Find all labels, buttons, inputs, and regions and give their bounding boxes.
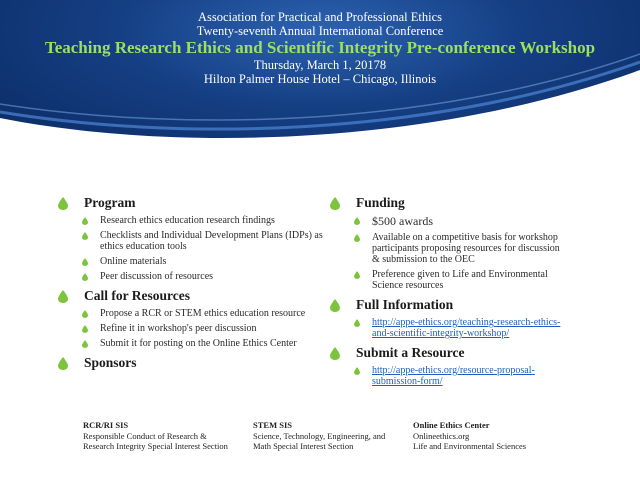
sponsor-line: Research Integrity Special Interest Section [83,441,228,451]
sponsor-line: Onlineethics.org [413,430,470,441]
program-section [58,195,328,282]
call-item: Submit it for posting on the Online Ethics Center [100,338,297,349]
right-column [330,195,570,393]
submit-title: Submit a Resource [356,345,465,360]
droplet-bullet-icon [330,197,340,210]
event-date: Thursday, March 1, 20178 [253,58,387,72]
droplet-bullet-icon [330,299,340,312]
sponsor-stem [253,420,413,452]
droplet-bullet-icon [82,273,88,281]
list-item [354,269,570,291]
list-item [82,215,328,226]
droplet-bullet-icon [354,234,360,242]
droplet-bullet-icon [82,232,88,240]
droplet-bullet-icon [354,367,360,375]
list-item [354,232,570,265]
submit-link[interactable]: http://appe-ethics.org/resource-proposal-submission-form/ [372,365,535,387]
funding-item: Available on a competitive basis for workshop participants proposing resources for discussion & submission to the OEC [372,232,560,265]
full-info-link[interactable]: http://appe-ethics.org/teaching-research-ethics-and-scientific-integrity-workshop/ [372,317,561,339]
program-item: Research ethics education research findings [100,215,275,226]
workshop-title: Teaching Research Ethics and Scientific Integrity Pre-conference Workshop [44,38,596,57]
call-section [58,288,328,349]
droplet-bullet-icon [58,290,68,303]
list-item [82,323,328,334]
droplet-bullet-icon [82,340,88,348]
event-location: Hilton Palmer House Hotel – Chicago, Illinois [203,72,437,86]
droplet-bullet-icon [58,357,68,370]
funding-section [330,195,570,291]
list-item [82,338,328,349]
sponsors-section [58,355,328,371]
funding-title: Funding [356,195,405,210]
funding-item: $500 awards [372,214,433,228]
call-item: Refine it in workshop's peer discussion [100,323,257,334]
sponsor-name: STEM SIS [253,420,292,430]
sponsor-name: Online Ethics Center [413,420,490,430]
sponsor-rcr [83,420,253,452]
program-item: Peer discussion of resources [100,271,214,282]
droplet-bullet-icon [354,319,360,327]
header-banner [0,0,640,150]
funding-item: Preference given to Life and Environmental Science resources [372,269,548,291]
sponsor-line: Math Special Interest Section [253,441,354,451]
list-item [82,271,328,282]
org-name: Association for Practical and Professional Ethics [197,10,443,24]
list-item [82,230,328,252]
droplet-bullet-icon [330,347,340,360]
droplet-bullet-icon [82,325,88,333]
list-item [354,365,570,387]
call-item: Propose a RCR or STEM ethics education resource [100,308,306,319]
conference-name: Twenty-seventh Annual International Conference [196,24,444,38]
droplet-bullet-icon [82,217,88,225]
list-item [82,256,328,267]
list-item [354,215,570,228]
sponsors-title: Sponsors [84,355,137,370]
droplet-bullet-icon [82,258,88,266]
call-title: Call for Resources [84,288,190,303]
program-item: Checklists and Individual Development Plans (IDPs) as ethics education tools [100,230,323,252]
submit-section [330,345,570,387]
droplet-bullet-icon [82,310,88,318]
droplet-bullet-icon [354,271,360,279]
sponsor-line: Responsible Conduct of Research & [83,430,207,441]
droplet-bullet-icon [354,217,360,225]
list-item [82,308,328,319]
sponsor-name: RCR/RI SIS [83,420,129,430]
left-column [58,195,328,377]
program-item: Online materials [100,256,167,267]
droplet-bullet-icon [58,197,68,210]
program-title: Program [84,195,136,210]
sponsor-oec [413,420,563,452]
full-info-title: Full Information [356,297,454,312]
sponsors-list [83,420,603,452]
full-info-section [330,297,570,339]
sponsor-line: Life and Environmental Sciences [413,441,527,451]
list-item [354,317,570,339]
sponsor-line: Science, Technology, Engineering, and [253,430,386,441]
